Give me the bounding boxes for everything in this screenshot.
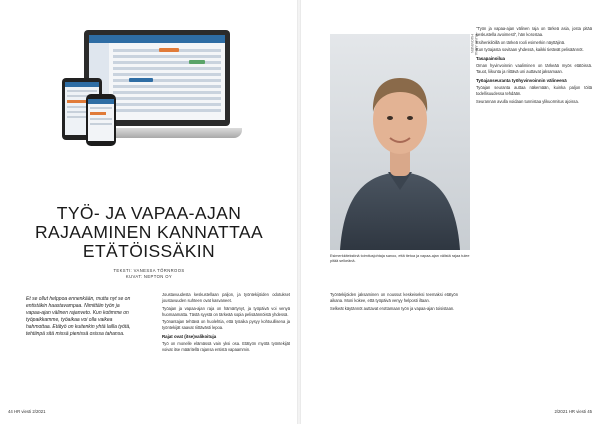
subhead: Rajat ovat (itse)valikoituja	[162, 334, 217, 339]
right-body-column-2	[476, 26, 592, 106]
body-paragraph: Joustavuudesta keskustellaan paljon, ja työntekijöiden odotukset joustavuuden suhteen ovat kasvaneet.	[162, 292, 290, 303]
body-paragraph: Oman hyvinvoinnin vaaliminen on tärkeää myös etätöissä. Tauot, liikunta ja riittävä uni auttavat jaksamaan.	[476, 63, 592, 74]
article-title: TYÖ- JA VAPAA-AJAN RAJAAMINEN KANNATTAA ETÄTÖISSÄKIN	[34, 203, 264, 261]
left-page	[2, 6, 296, 418]
footer-left	[8, 409, 46, 414]
page-number: 44	[8, 409, 13, 414]
body-paragraph: Työajan seuranta auttaa näkemään, kuinka paljon töitä todellisuudessa tehdään.	[476, 85, 592, 96]
body-paragraph: Työnantajan tehtävä on huolehtia, että työaika pysyy kohtuullisena ja työntekijät saavat riittävästi lepoa.	[162, 319, 290, 330]
body-paragraph: Kun työajasta sovitaan yhdessä, kaikki tietävät pelisäännöt.	[476, 47, 584, 52]
issue-number: 2/2021	[32, 409, 46, 414]
magazine-name: HR viesti	[13, 409, 32, 414]
byline	[26, 268, 272, 280]
right-body-column-1	[330, 292, 458, 313]
portrait-illustration	[330, 34, 470, 250]
phone-illustration	[86, 94, 116, 146]
lead-paragraph: Et se ollut helppoa ennenkään, mutta nyt se on entistäkin haastavampaa. Nimittäin työn ja vapaa-ajan välinen rajanveto. Kun kotimme on työpaikkamme, työaikaa voi olla vaikea hahmottaa. Etätyö on kuitenkin yhtä lailla työtä, tehtiinpä sitä missä pienissä osissa tahansa.	[26, 296, 131, 337]
body-paragraph: Työntekijöiden jaksaminen on noussut keskeiseksi teemaksi etätyön aikana. Moni kokee, että työpäivä venyy helposti iltaan.	[330, 292, 458, 303]
photo-credit: KUVA: ANNA HUOVINEN	[470, 34, 478, 56]
subhead: Tasapainoilua	[476, 56, 505, 61]
spread-gutter	[297, 0, 301, 424]
byline-text: TEKSTI: VANESSA TÖRNROOS	[113, 268, 185, 273]
page-number: 45	[587, 409, 592, 414]
body-paragraph: Selkeät käytännöt auttavat erottamaan työn ja vapaa-ajan toisistaan.	[330, 305, 455, 311]
byline-image: KUVAT: NEPTON OY	[125, 274, 173, 279]
body-paragraph: Seurannan avulla voidaan tunnistaa ylikuormitus ajoissa.	[476, 98, 579, 104]
magazine-name: HR viesti	[568, 409, 587, 414]
subhead: Työajanseuranta työhyvinvoinnin välineenä	[476, 78, 567, 83]
body-paragraph: Työ on monelle elämässä vain yksi osa. Etätyön myötä työntekijät voivat itse määritellä rajansa entistä vapaammin.	[162, 341, 290, 352]
photo-caption: Esimerkkitekstinä toimitusjohtaja sanoo, että tietoa ja vapaa-ajan välistä rajaa tulee pitää selkeänä.	[330, 254, 470, 264]
body-paragraph: Työajan ja vapaa-ajan raja on hämärtynyt, ja työpäivä voi venyä huomaamatta. Tästä syystä on tärkeää sopia pelisäännöistä yhdessä.	[162, 305, 290, 317]
body-paragraph: Esihenkilöillä on tärkeä rooli esimerkin näyttäjinä.	[476, 39, 566, 45]
body-paragraph: "Työn ja vapaa-ajan välinen raja on tärkeä asia, josta pitää keskustella avoimesti", hän korostaa.	[476, 26, 592, 37]
footer-right	[554, 409, 592, 414]
portrait-photo	[330, 34, 470, 250]
left-body-column	[162, 292, 290, 355]
right-page	[302, 6, 598, 418]
issue-number: 2/2021	[554, 409, 568, 414]
